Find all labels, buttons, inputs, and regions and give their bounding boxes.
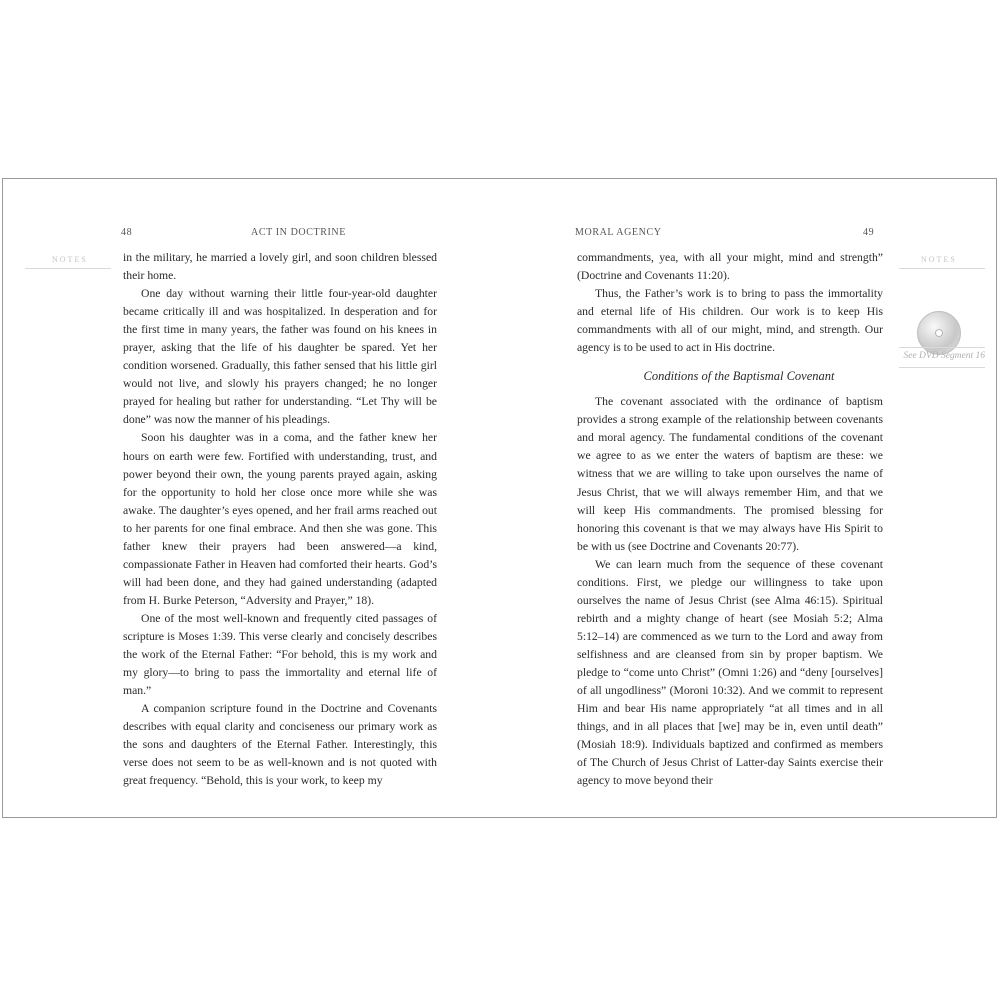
right-page-number: 49 — [863, 227, 875, 238]
dvd-caption: See DVD Segment 16 — [903, 351, 985, 361]
dvd-disc-icon — [917, 311, 961, 355]
right-paragraph-4: We can learn much from the sequence of these covenant conditions. First, we pledge our willingness to take upon ourselves the name of Jesus Christ (see Alma 46:15). Spiritual rebirth and a mighty change of heart (see Mosiah 5:2; Alma 5:12–14) are commenced as we turn to the Lord and away from selfishness and are cleansed from sin by proper baptism. We pledge to “come unto Christ” (Omni 1:26) and “deny [ourselves] of all ungodliness” (Moroni 10:32). And we commit to represent Him and bear His name appropriately “at all times and in all things, and in all places that [we] may be in, even until death” (Mosiah 18:9). Individuals baptized and confirmed as members of The Church of Jesus Christ of Latter-day Saints exercise their agency to move beyond their — [577, 557, 883, 788]
left-notes-divider — [25, 268, 111, 269]
left-paragraph-3: Soon his daughter was in a coma, and the father knew her hours on earth were few. Fortified with understanding, trust, and power beyond their own, the young parents prayed again, asking for the opportunity to hold her close once more while she was awake. The daughter’s eyes opened, and her frail arms reached out to her parents for one final embrace. And then she was gone. This father knew their prayers had been answered—a kind, compassionate Father in Heaven had comforted their hearts. God’s will had been done, and they had gained understanding (adapted from H. Burke Peterson, “Adversity and Prayer,” 18). — [123, 431, 437, 607]
right-notes-label: NOTES — [921, 255, 957, 264]
left-paragraph-5: A companion scripture found in the Doctrine and Covenants describes with equal clarity and conciseness our primary work as the sons and daughters of the Eternal Father. Interestingly, this verse does not seem to be as well-known and is not quoted with great frequency. “Behold, this is your work, to keep my — [123, 702, 437, 788]
right-page — [499, 179, 999, 817]
dvd-disc-hole — [935, 329, 943, 337]
left-paragraph-1: in the military, he married a lovely girl, and soon children blessed their home. — [123, 251, 437, 283]
right-running-head: MORAL AGENCY — [575, 227, 662, 238]
right-body-text — [577, 249, 883, 790]
book-spread — [2, 178, 997, 818]
left-running-head: ACT IN DOCTRINE — [251, 227, 346, 238]
right-paragraph-2: Thus, the Father’s work is to bring to pass the immortality and eternal life of His children. Our work is to keep His commandments with all of our might, mind, and strength. Our agency is to be used to act in His doctrine. — [577, 287, 883, 355]
right-paragraph-3: The covenant associated with the ordinance of baptism provides a strong example of the relationship between covenants and moral agency. The fundamental conditions of the covenant we agree to as we enter the waters of baptism are these: we witness that we are willing to take upon ourselves the name of Jesus Christ, that we will always remember Him, and that we will keep His commandments. The promised blessing for honoring this covenant is that we may always have His Spirit to be with us (see Doctrine and Covenants 20:77). — [577, 395, 883, 553]
right-notes-divider — [899, 268, 985, 269]
dvd-caption-top-rule — [899, 347, 985, 348]
dvd-caption-bottom-rule — [899, 367, 985, 368]
left-paragraph-2: One day without warning their little four-year-old daughter became critically ill and was hospitalized. In desperation and for the first time in many years, the father was found on his knees in prayer, asking that the life of his daughter be spared. Yet her condition worsened. Gradually, this father sensed that his little girl would not live, and slowly his prayers changed; he no longer prayed for healing but rather for understanding. “Let Thy will be done” was now the manner of his pleadings. — [123, 287, 437, 427]
left-paragraph-4: One of the most well-known and frequently cited passages of scripture is Moses 1:39. This verse clearly and concisely describes the work of the Eternal Father: “For behold, this is my work and my glory—to bring to pass the immortality and eternal life of man.” — [123, 611, 437, 698]
left-page-number: 48 — [121, 227, 133, 238]
left-page — [3, 179, 503, 817]
left-body-text — [123, 249, 437, 790]
section-subheading: Conditions of the Baptismal Covenant — [643, 369, 835, 384]
left-notes-label: NOTES — [52, 255, 88, 264]
right-paragraph-1: commandments, yea, with all your might, mind and strength” (Doctrine and Covenants 11:20). — [577, 251, 883, 283]
